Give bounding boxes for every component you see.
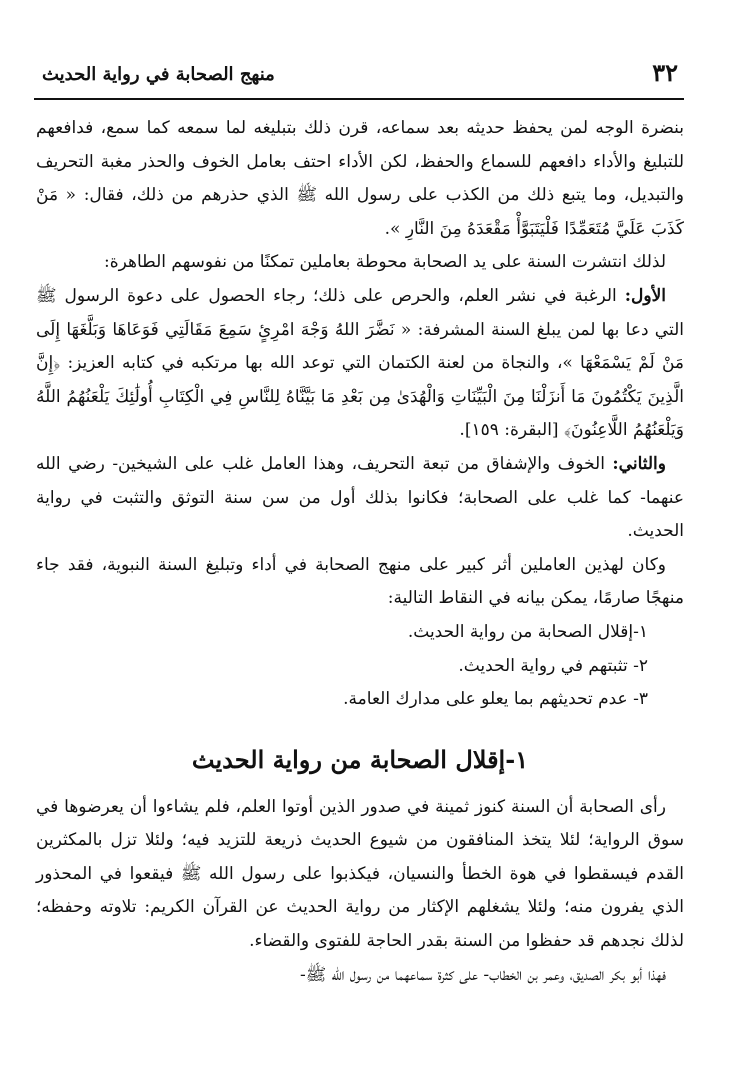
list-item: ٣- عدم تحديثهم بما يعلو على مدارك العامة. — [343, 689, 648, 710]
paragraph-text: بنضرة الوجه لمن يحفظ حديثه بعد سماعه، قرن ذلك بتبليغه لما سمعه كما سمع، فدافعهم للتبليغ والأداء دافعهم للسماع والحفظ، لكن الأداء احتف بعامل الخوف والحذر مغبة التحريف والتبديل، وما يتبع ذلك من الكذب على رسول الله ﷺ الذي حذرهم من ذلك، فقال: — [36, 118, 685, 206]
section-title: ١-إقلال الصحابة من رواية الحديث — [191, 744, 529, 774]
paragraph: رأى الصحابة أن السنة كنوز ثمينة في صدور الذين أوتوا العلم، فلم يشاءوا أن يعرضوها في سوق الرواية؛ لئلا يتخذ المنافقون من شيوع الحديث ذريعة للتزيد فيه؛ ولئلا تزل بالمكثرين القدم فيسقطوا في هوة الخطأ والنسيان، فيكذبوا على رسول الله ﷺ فيقعوا في المحذور الذي يفرون منه؛ ولئلا يشغلهم الإكثار من رواية الحديث عن القرآن الكريم: تلاوته وحفظه؛ لذلك نجدهم قد حفظوا من السنة بقدر الحاجة للفتوى والقضاء. — [36, 796, 684, 952]
second-factor-paragraph — [36, 448, 684, 549]
first-factor-label: الأول: — [624, 285, 666, 306]
paragraph — [36, 112, 684, 246]
second-factor-label: والثاني: — [612, 453, 666, 474]
hadith-quote: « نَضَّرَ اللهُ وَجْهَ امْرِئٍ سَمِعَ مَقَالَتِي فَوَعَاهَا وَبَلَّغَهَا إِلَى مَنْ لَمْ يَسْمَعْهَا »، — [36, 319, 684, 374]
paragraph: وكان لهذين العاملين أثر كبير على منهج الصحابة في أداء وتبليغ السنة النبوية، فقد جاء منهجًا صارمًا، يمكن بيانه في النقاط التالية: — [36, 554, 684, 609]
paragraph-text: الخوف والإشفاق من تبعة التحريف، وهذا العامل غلب على الشيخين- رضي الله عنهما- كما غلب على الصحابة؛ فكانوا بذلك أول من سن سنة التوثق والتثبت في رواية الحديث. — [36, 453, 684, 542]
first-factor-paragraph — [36, 280, 684, 448]
list-item: ١-إقلال الصحابة من رواية الحديث. — [407, 621, 648, 642]
quran-verse: ﴿إِنَّ الَّذِينَ يَكْتُمُونَ مَا أَنزَلْنَا مِنَ الْبَيِّنَاتِ وَالْهُدَىٰ مِن بَعْدِ مَا بَيَّنَّاهُ لِلنَّاسِ فِي الْكِتَابِ أُولَٰئِكَ يَلْعَنُهُمُ اللَّهُ وَيَلْعَنُهُمُ اللَّاعِنُونَ﴾ — [36, 353, 684, 441]
paragraph-text: والنجاة من لعنة الكتمان التي توعد الله بها مرتكبه في كتابه العزيز: — [67, 353, 550, 374]
running-title: منهج الصحابة في رواية الحديث — [42, 64, 275, 85]
verse-reference: [البقرة: ١٥٩]. — [459, 420, 559, 441]
paragraph-text: الرغبة في نشر العلم، والحرص على ذلك؛ رجاء الحصول على دعوة الرسول ﷺ التي دعا بها لمن يبلغ السنة المشرفة: — [36, 285, 684, 340]
page-header — [34, 56, 684, 100]
list-item: ٢- تثبتهم في رواية الحديث. — [458, 655, 648, 676]
paragraph: فهذا أبو بكر الصديق، وعمر بن الخطاب- على كثرة سماعهما من رسول الله ﷺ- — [300, 964, 666, 985]
page-number: ٣٢ — [652, 58, 678, 87]
hadith-quote: « مَنْ كَذَبَ عَلَيَّ مُتَعَمِّدًا فَلْيَتَبَوَّأْ مَقْعَدَهُ مِنَ النَّارِ ». — [36, 185, 684, 239]
paragraph: لذلك انتشرت السنة على يد الصحابة محوطة بعاملين تمكنًا من نفوسهم الطاهرة: — [104, 252, 666, 273]
page-body — [36, 112, 684, 992]
